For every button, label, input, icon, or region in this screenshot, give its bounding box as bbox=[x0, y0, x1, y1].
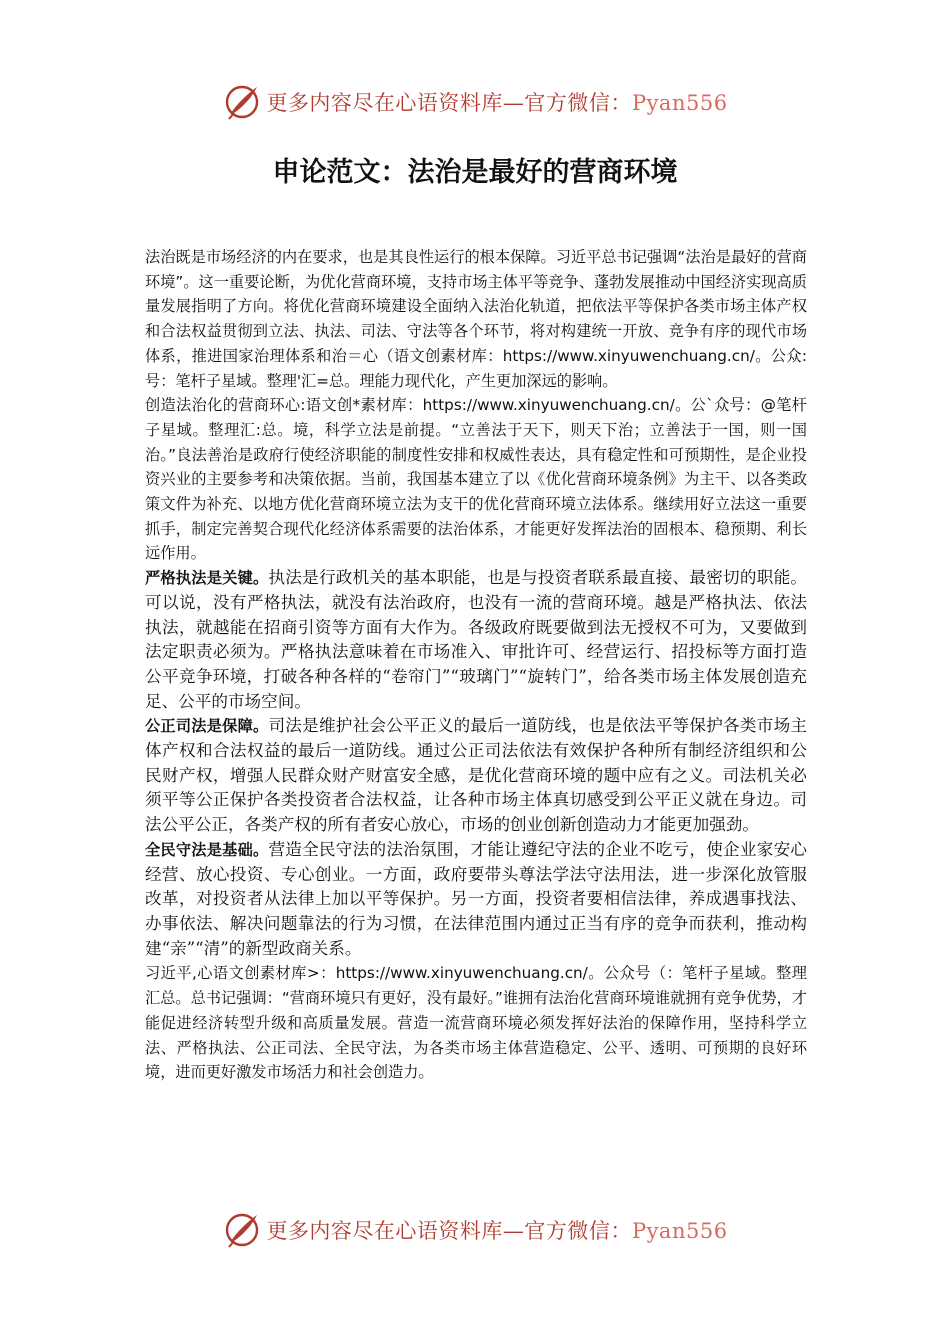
banner-label: 更多内容尽在心语资料库—官方微信： bbox=[266, 1219, 632, 1243]
header-watermark-banner bbox=[0, 82, 950, 122]
paragraph-judiciary bbox=[145, 714, 807, 838]
quill-logo-icon bbox=[222, 82, 262, 122]
footer-watermark-banner bbox=[0, 1210, 950, 1250]
paragraph-lead: 全民守法是基础。 bbox=[145, 840, 269, 859]
banner-wechat-id: Pyan556 bbox=[631, 91, 728, 115]
paragraph-intro bbox=[145, 245, 807, 393]
article-body bbox=[145, 245, 807, 1085]
paragraph-text: 习近平,心语文创素材库>：https://www.xinyuwenchuang.cn/。公众号（：笔杆子星域。整理汇总。总书记强调：“营商环境只有更好，没有最好。”谁拥有法治化营商环境谁就拥有竞争优势，才能促进经济转型升级和高质量发展。营造一流营商环境必须发挥好法治的保障作用，坚持科学立法、严格执法、公正司法、全民守法，为各类市场主体营造稳定、公平、透明、可预期的良好环境，进而更好激发市场活力和社会创造力。 bbox=[145, 964, 807, 1082]
paragraph-text: 法治既是市场经济的内在要求，也是其良性运行的根本保障。习近平总书记强调“法治是最好的营商环境”。这一重要论断，为优化营商环境，支持市场主体平等竞争、蓬勃发展推动中国经济实现高质量发展指明了方向。将优化营商环境建设全面纳入法治化轨道，把依法平等保护各类市场主体产权和合法权益贯彻到立法、执法、司法、守法等各个环节，将对构建统一开放、竞争有序的现代市场体系，推进国家治理体系和治＝心（语文创素材库：https://www.xinyuwenchuang.cn/。公众:号：笔杆子星域。整理'汇=总。理能力现代化，产生更加深远的影响。 bbox=[145, 248, 807, 390]
paragraph-text: 司法是维护社会公平正义的最后一道防线，也是依法平等保护各类市场主体产权和合法权益的最后一道防线。通过公正司法依法有效保护各种所有制经济组织和公民财产权，增强人民群众财产财富安全感，是优化营商环境的题中应有之义。司法机关必须平等公正保护各类投资者合法权益，让各种市场主体真切感受到公平正义就在身边。司法公平公正，各类产权的所有者安心放心，市场的创业创新创造动力才能更加强劲。 bbox=[145, 716, 808, 835]
paragraph-lead: 公正司法是保障。 bbox=[145, 717, 269, 736]
paragraph-legislation bbox=[145, 393, 807, 566]
paragraph-text: 创造法治化的营商环心:语文创*素材库：https://www.xinyuwenchuang.cn/。公`众号：@笔杆子星域。整理汇:总。境，科学立法是前提。“立善法于天下，则天下治；立善法于一国，则一国治。”良法善治是政府行使经济职能的制度性安排和权威性表达，具有稳定性和可预期性，是企业投资兴业的主要参考和决策依据。当前，我国基本建立了以《优化营商环境条例》为主干、以各类政策文件为补充、以地方优化营商环境立法为支干的优化营商环境立法体系。继续用好立法这一重要抓手，制定完善契合现代化经济体系需要的法治体系，才能更好发挥法治的固根本、稳预期、利长远作用。 bbox=[145, 396, 807, 563]
paragraph-conclusion bbox=[145, 961, 807, 1085]
paragraph-text: 营造全民守法的法治氛围，才能让遵纪守法的企业不吃亏，使企业家安心经营、放心投资、专心创业。一方面，政府要带头尊法学法守法用法，进一步深化放管服改革，对投资者从法律上加以平等保护。另一方面，投资者要相信法律，养成遇事找法、办事依法、解决问题靠法的行为习惯，在法律范围内通过正当有序的竞争而获利，推动构建“亲”“清”的新型政商关系。 bbox=[145, 839, 808, 958]
banner-label: 更多内容尽在心语资料库—官方微信： bbox=[266, 91, 632, 115]
banner-text bbox=[266, 87, 727, 117]
quill-logo-icon bbox=[222, 1210, 262, 1250]
banner-text bbox=[266, 1215, 727, 1245]
page-title: 申论范文：法治是最好的营商环境 bbox=[272, 157, 678, 188]
paragraph-enforcement bbox=[145, 566, 807, 714]
paragraph-law-abiding bbox=[145, 838, 807, 962]
paragraph-lead: 严格执法是关键。 bbox=[145, 569, 269, 588]
banner-wechat-id: Pyan556 bbox=[631, 1219, 728, 1243]
paragraph-text: 执法是行政机关的基本职能，也是与投资者联系最直接、最密切的职能。可以说，没有严格执法，就没有法治政府，也没有一流的营商环境。越是严格执法、依法执法，就越能在招商引资等方面有大作为。各级政府既要做到法无授权不可为，又要做到法定职责必须为。严格执法意味着在市场准入、审批许可、经营运行、招投标等方面打造公平竞争环境，打破各种各样的“卷帘门”“玻璃门”“旋转门”，给各类市场主体发展创造充足、公平的市场空间。 bbox=[145, 568, 808, 711]
